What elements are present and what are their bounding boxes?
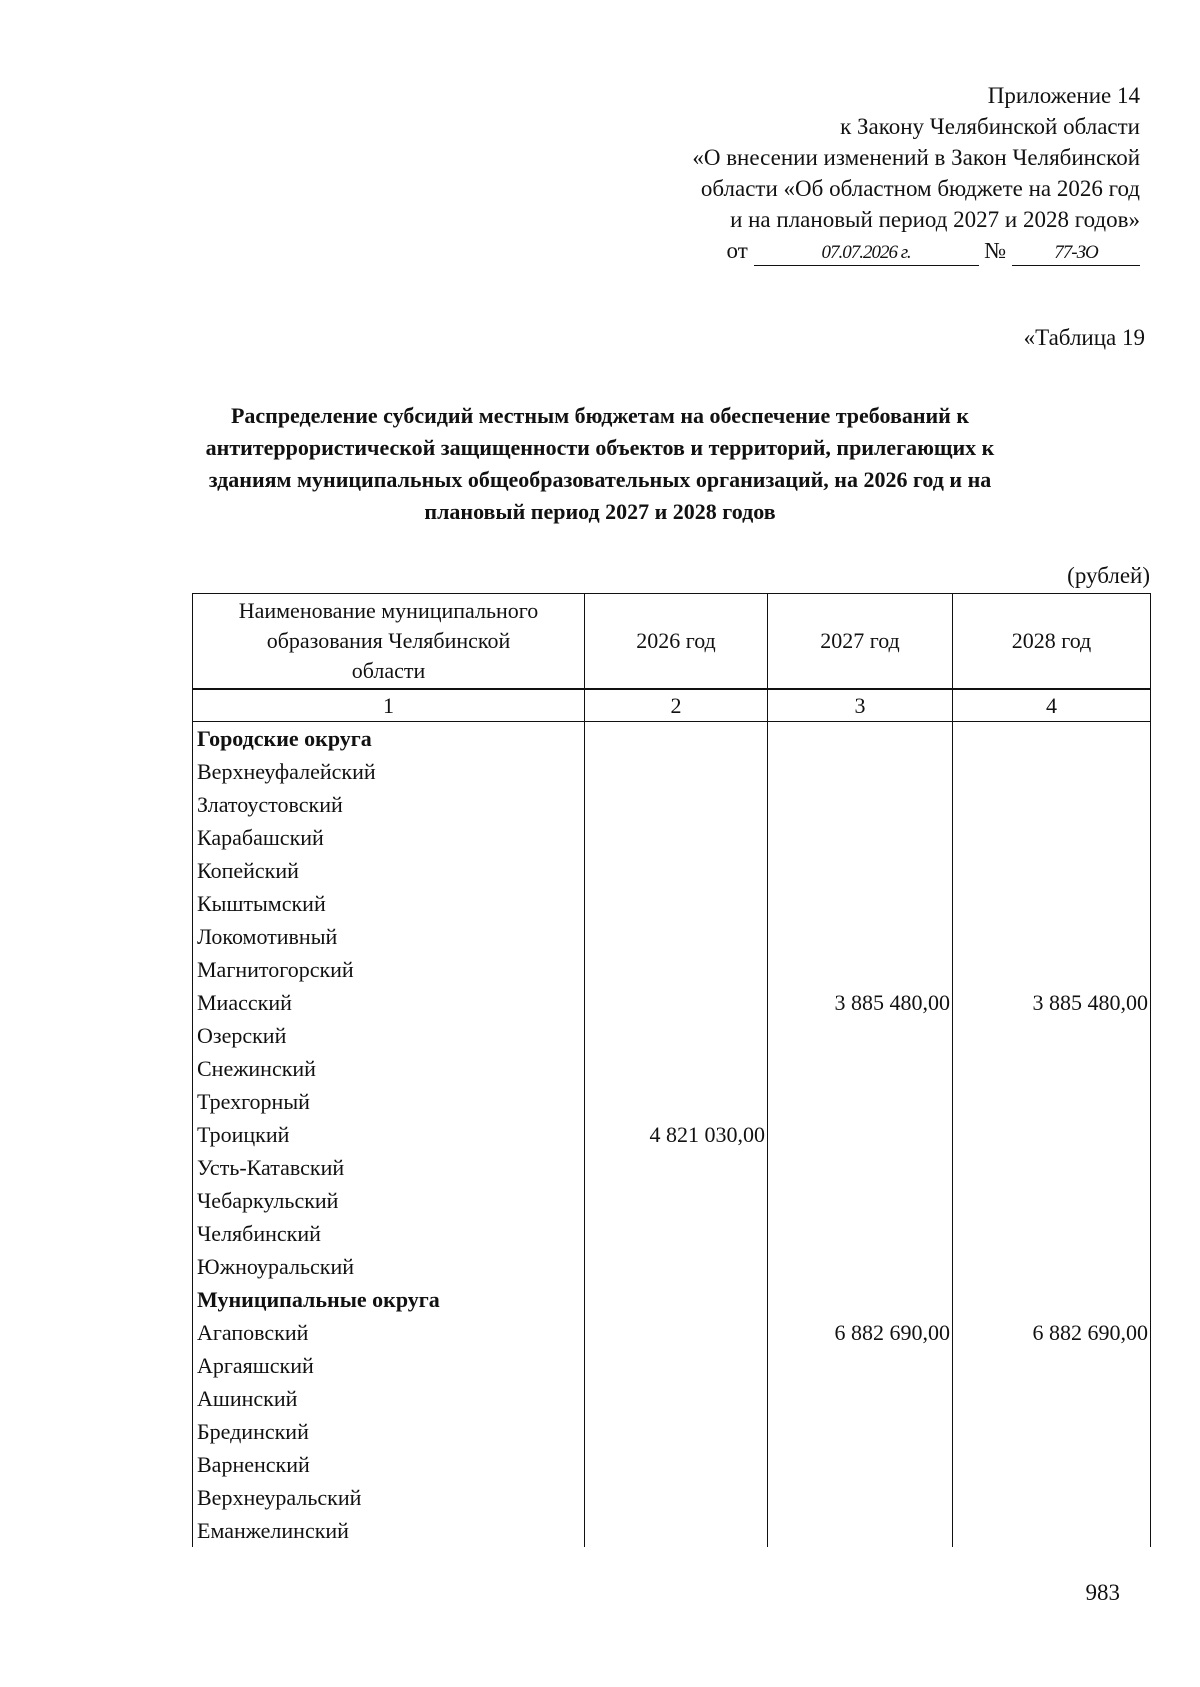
value-2027 <box>768 953 953 986</box>
value-2026 <box>585 1250 768 1283</box>
value-2028 <box>953 755 1151 788</box>
municipality-name: Челябинский <box>193 1217 585 1250</box>
value-2027 <box>768 854 953 887</box>
value-2028 <box>953 1283 1151 1316</box>
law-date: 07.07.2026 г. <box>754 241 979 266</box>
municipality-name: Троицкий <box>193 1118 585 1151</box>
from-label: от <box>726 238 748 263</box>
value-2026 <box>585 1085 768 1118</box>
municipality-name: Варненский <box>193 1448 585 1481</box>
header-line: образования Челябинской <box>266 628 511 653</box>
header-line: области <box>351 658 426 683</box>
value-2028 <box>953 1085 1151 1118</box>
appendix-header <box>500 80 1140 266</box>
table-row <box>193 1316 1151 1349</box>
value-2027 <box>768 1448 953 1481</box>
table-row <box>193 1118 1151 1151</box>
value-2026 <box>585 920 768 953</box>
municipality-name: Магнитогорский <box>193 953 585 986</box>
value-2027 <box>768 1415 953 1448</box>
municipality-name: Снежинский <box>193 1052 585 1085</box>
value-2026 <box>585 1217 768 1250</box>
value-2026 <box>585 1184 768 1217</box>
document-title <box>150 400 1050 528</box>
value-2027 <box>768 1151 953 1184</box>
value-2028 <box>953 1481 1151 1514</box>
value-2027 <box>768 1514 953 1547</box>
units-label: (рублей) <box>1067 563 1150 588</box>
value-2027 <box>768 1382 953 1415</box>
table-row <box>193 821 1151 854</box>
column-index: 3 <box>768 689 953 722</box>
table-row <box>193 1514 1151 1547</box>
header-2027: 2027 год <box>768 594 953 690</box>
value-2027 <box>768 722 953 756</box>
appendix-line: к Закону Челябинской области <box>840 114 1140 139</box>
column-index: 2 <box>585 689 768 722</box>
value-2026 <box>585 1349 768 1382</box>
column-index: 1 <box>193 689 585 722</box>
value-2028 <box>953 1349 1151 1382</box>
municipality-name: Южноуральский <box>193 1250 585 1283</box>
value-2027 <box>768 755 953 788</box>
value-2028: 6 882 690,00 <box>953 1316 1151 1349</box>
column-index-row <box>193 689 1151 722</box>
value-2027 <box>768 1052 953 1085</box>
table-row <box>193 1415 1151 1448</box>
title-line: антитеррористической защищенности объектов и территорий, прилегающих к <box>205 435 995 460</box>
municipality-name: Миасский <box>193 986 585 1019</box>
page-number: 983 <box>1085 1580 1120 1605</box>
value-2028 <box>953 1118 1151 1151</box>
value-2026 <box>585 854 768 887</box>
value-2026: 4 821 030,00 <box>585 1118 768 1151</box>
value-2027 <box>768 788 953 821</box>
number-label: № <box>984 238 1007 263</box>
table-row <box>193 1448 1151 1481</box>
municipality-name: Карабашский <box>193 821 585 854</box>
value-2026 <box>585 788 768 821</box>
value-2027 <box>768 920 953 953</box>
value-2028 <box>953 1151 1151 1184</box>
table-row <box>193 986 1151 1019</box>
value-2026 <box>585 821 768 854</box>
municipality-name: Аргаяшский <box>193 1349 585 1382</box>
value-2026 <box>585 1514 768 1547</box>
appendix-line: Приложение 14 <box>987 83 1140 108</box>
value-2028 <box>953 722 1151 756</box>
table-row <box>193 920 1151 953</box>
value-2027 <box>768 1349 953 1382</box>
table-label: «Таблица 19 <box>1023 325 1145 350</box>
value-2028 <box>953 1217 1151 1250</box>
municipality-name: Трехгорный <box>193 1085 585 1118</box>
value-2027 <box>768 1118 953 1151</box>
table-row <box>193 1184 1151 1217</box>
table-row <box>193 1283 1151 1316</box>
subsidy-table <box>192 593 1151 1547</box>
table-row <box>193 1382 1151 1415</box>
value-2028 <box>953 821 1151 854</box>
table-row <box>193 1019 1151 1052</box>
title-line: Распределение субсидий местным бюджетам на обеспечение требований к <box>230 403 970 428</box>
municipality-name: Еманжелинский <box>193 1514 585 1547</box>
value-2027 <box>768 1283 953 1316</box>
value-2026 <box>585 1052 768 1085</box>
value-2028 <box>953 1448 1151 1481</box>
value-2026 <box>585 1283 768 1316</box>
appendix-line: «О внесении изменений в Закон Челябинской <box>692 145 1140 170</box>
municipality-name: Кыштымский <box>193 887 585 920</box>
value-2028 <box>953 1250 1151 1283</box>
value-2028 <box>953 953 1151 986</box>
appendix-line: области «Об областном бюджете на 2026 год <box>700 176 1140 201</box>
table-row <box>193 755 1151 788</box>
municipality-name: Брединский <box>193 1415 585 1448</box>
law-number: 77-ЗО <box>1012 241 1140 266</box>
municipality-name: Локомотивный <box>193 920 585 953</box>
municipality-name: Златоустовский <box>193 788 585 821</box>
table-row <box>193 1250 1151 1283</box>
value-2028 <box>953 1052 1151 1085</box>
table-row <box>193 1052 1151 1085</box>
municipality-name: Агаповский <box>193 1316 585 1349</box>
value-2027 <box>768 1481 953 1514</box>
value-2028 <box>953 854 1151 887</box>
value-2028 <box>953 1514 1151 1547</box>
table-row <box>193 788 1151 821</box>
table-row <box>193 1481 1151 1514</box>
law-date-number-row <box>500 235 1140 266</box>
municipality-name: Верхнеуральский <box>193 1481 585 1514</box>
value-2026 <box>585 953 768 986</box>
table-row <box>193 722 1151 756</box>
municipality-name: Усть-Катавский <box>193 1151 585 1184</box>
value-2026 <box>585 1481 768 1514</box>
municipality-name: Городские округа <box>193 722 585 756</box>
value-2026 <box>585 1448 768 1481</box>
header-row <box>193 594 1151 690</box>
value-2027 <box>768 1085 953 1118</box>
value-2027: 3 885 480,00 <box>768 986 953 1019</box>
value-2027 <box>768 1217 953 1250</box>
table-row <box>193 887 1151 920</box>
table-row <box>193 953 1151 986</box>
value-2026 <box>585 1415 768 1448</box>
title-line: зданиям муниципальных общеобразовательных организаций, на 2026 год и на <box>208 467 992 492</box>
value-2026 <box>585 722 768 756</box>
value-2026 <box>585 1019 768 1052</box>
municipality-name: Чебаркульский <box>193 1184 585 1217</box>
value-2027 <box>768 887 953 920</box>
header-line: Наименование муниципального <box>238 598 539 623</box>
value-2028 <box>953 1415 1151 1448</box>
municipality-name: Ашинский <box>193 1382 585 1415</box>
table-row <box>193 1217 1151 1250</box>
table-row <box>193 1151 1151 1184</box>
value-2028: 3 885 480,00 <box>953 986 1151 1019</box>
title-line: плановый период 2027 и 2028 годов <box>424 499 776 524</box>
value-2028 <box>953 887 1151 920</box>
value-2026 <box>585 887 768 920</box>
header-municipality <box>193 594 585 690</box>
value-2026 <box>585 1151 768 1184</box>
municipality-name: Верхнеуфалейский <box>193 755 585 788</box>
value-2027 <box>768 1250 953 1283</box>
municipality-name: Копейский <box>193 854 585 887</box>
header-2028: 2028 год <box>953 594 1151 690</box>
municipality-name: Муниципальные округа <box>193 1283 585 1316</box>
value-2028 <box>953 920 1151 953</box>
value-2026 <box>585 986 768 1019</box>
value-2027: 6 882 690,00 <box>768 1316 953 1349</box>
value-2026 <box>585 1382 768 1415</box>
value-2027 <box>768 821 953 854</box>
value-2027 <box>768 1184 953 1217</box>
value-2027 <box>768 1019 953 1052</box>
appendix-line: и на плановый период 2027 и 2028 годов» <box>730 207 1140 232</box>
table-row <box>193 854 1151 887</box>
value-2028 <box>953 1184 1151 1217</box>
value-2028 <box>953 1019 1151 1052</box>
value-2026 <box>585 755 768 788</box>
value-2028 <box>953 1382 1151 1415</box>
table-row <box>193 1349 1151 1382</box>
value-2026 <box>585 1316 768 1349</box>
header-2026: 2026 год <box>585 594 768 690</box>
value-2028 <box>953 788 1151 821</box>
municipality-name: Озерский <box>193 1019 585 1052</box>
table-row <box>193 1085 1151 1118</box>
column-index: 4 <box>953 689 1151 722</box>
